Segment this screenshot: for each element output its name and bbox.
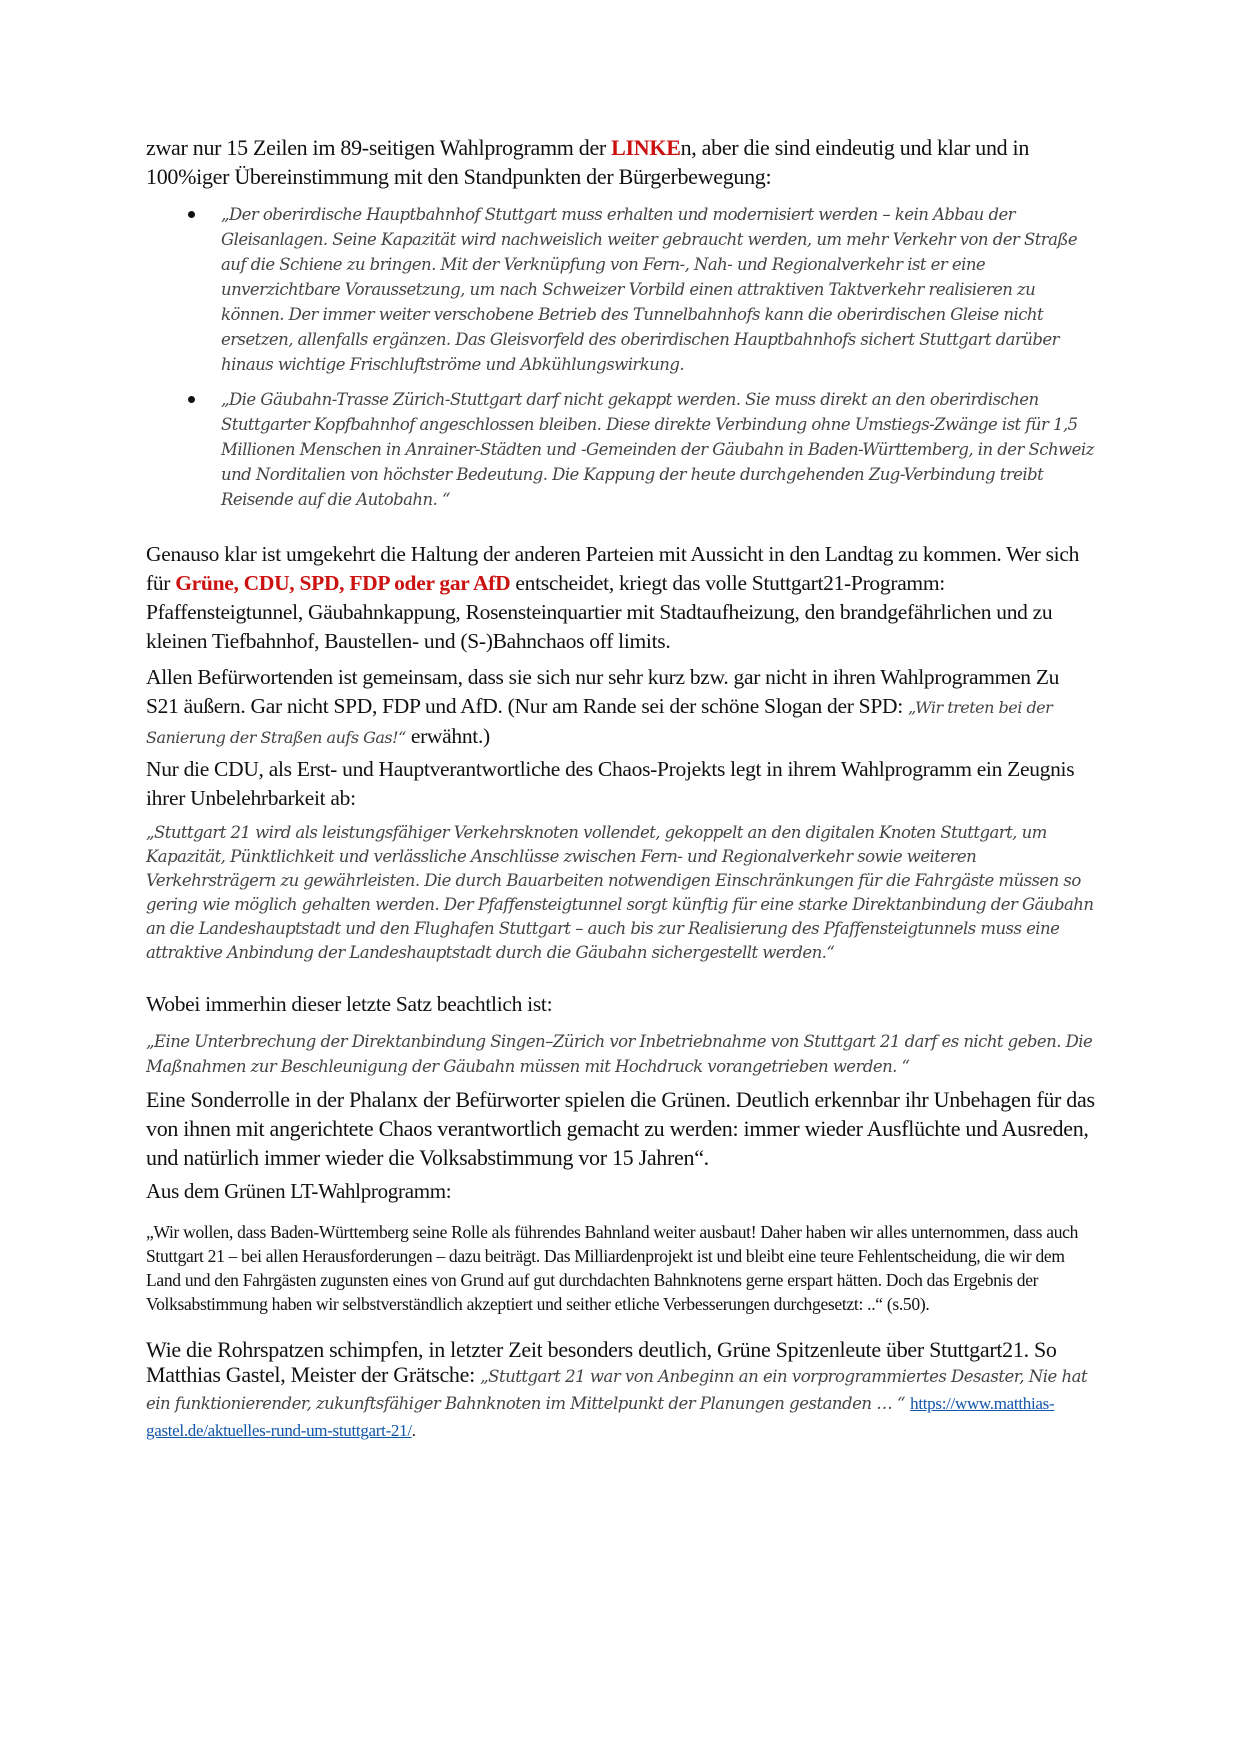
parties-highlight: Grüne, CDU, SPD, FDP oder gar AfD bbox=[175, 571, 511, 595]
intro-text: zwar nur 15 Zeilen im 89-seitigen Wahlprogramm der bbox=[146, 135, 612, 160]
paragraph-sonderrolle: Eine Sonderrolle in der Phalanx der Befürworter spielen die Grünen. Deutlich erkennbar ihr Unbehagen für das von ihnen mit angerichtete Chaos verantwortlich gemacht zu werden: immer wieder Ausflüchte und Ausreden, und natürlich immer wieder die Volksabstimmung vor 15 Jahren“. bbox=[146, 1087, 1095, 1170]
paragraph-cdu: Nur die CDU, als Erst- und Hauptverantwortliche des Chaos-Projekts legt in ihrem Wahlprogramm ein Zeugnis ihrer Unbelehrbarkeit ab: bbox=[146, 757, 1075, 810]
bullet-quote-gaeubahn: „Die Gäubahn-Trasse Zürich-Stuttgart darf nicht gekappt werden. Sie muss direkt an den oberirdischen Stuttgarter Kopfbahnhof angeschlossen bleiben. Diese direkte Verbindung ohne Umstiegs-Zwänge ist für 1,5 Millionen Menschen in Anrainer-Städten und -Gemeinden der Gäubahn in Baden-Württemberg, in der Schweiz und Norditalien von höchster Bedeutung. Die Kappung der heute durchgehenden Zug-Verbindung treibt Reisende auf die Autobahn. “ bbox=[221, 390, 1094, 509]
intro-text-cont: n, aber die sind eindeutig und klar und in 100%iger Übereinstimmung mit den Standpunkten der Bürgerbewegung: bbox=[146, 135, 1030, 189]
gastel-quote: „Stuttgart 21 war von Anbeginn an ein vorprogrammiertes Desaster, Nie hat ein funktionierender, zukunftsfähiger Bahnknoten im Mittelpunkt der Planungen gestanden … “ bbox=[146, 1367, 1088, 1413]
genauso-text: Genauso klar ist umgekehrt die Haltung der anderen Parteien mit Aussicht in den Landtag zu kommen. Wer sich für bbox=[146, 542, 1080, 595]
allen-text-cont: erwähnt.) bbox=[405, 724, 490, 748]
bullet-icon bbox=[188, 396, 195, 403]
gastel-link[interactable]: https://www.matthias-gastel.de/aktuelles-rund-um-stuttgart-21/ bbox=[146, 1394, 1055, 1440]
party-linke: LINKE bbox=[611, 135, 681, 160]
paragraph-aus-dem: Aus dem Grünen LT-Wahlprogramm: bbox=[146, 1179, 452, 1203]
paragraph-genauso bbox=[146, 540, 1096, 656]
quote-cdu: „Stuttgart 21 wird als leistungsfähiger Verkehrsknoten vollendet, gekoppelt an den digitalen Knoten Stuttgart, um Kapazität, Pünktlichkeit und verlässliche Anschlüsse zwischen Fern- und Regionalverkehr sowie weiteren Verkehrsträgern zu gewährleisten. Die durch Bauarbeiten notwendigen Einschränkungen für die Fahrgäste müssen so gering wie möglich gehalten werden. Der Pfaffensteigtunnel sorgt künftig für eine starke Direktanbindung der Gäubahn an die Landeshauptstadt und den Flughafen Stuttgart – auch bis zur Realisierung des Pfaffensteigtunnels muss eine attraktive Anbindung der Landeshauptstadt durch die Gäubahn sichergestellt werden.“ bbox=[146, 823, 1094, 962]
allen-text: Allen Befürwortenden ist gemeinsam, dass sie sich nur sehr kurz bzw. gar nicht in ihren Wahlprogrammen Zu S21 äußern. Gar nicht SPD, FDP und AfD. (Nur am Rande sei der schöne Slogan der SPD: bbox=[146, 665, 1060, 718]
paragraph-wobei: Wobei immerhin dieser letzte Satz beachtlich ist: bbox=[146, 992, 553, 1016]
bullet-icon bbox=[188, 211, 195, 218]
paragraph-rohrspatzen bbox=[146, 1337, 1096, 1443]
quote-gruene: „Wir wollen, dass Baden-Württemberg seine Rolle als führendes Bahnland weiter ausbaut! Daher haben wir alles unternommen, dass auch Stuttgart 21 – bei allen Herausforderungen – dazu beiträgt. Das Milliardenprojekt ist und bleibt eine teure Fehlentscheidung, die wir dem Land und den Fahrgästen zugunsten eines von Grund auf gut durchdachten Bahnknotens gerne erspart hätten. Doch das Ergebnis der Volksabstimmung haben wir selbstverständlich akzeptiert und seither etliche Verbesserungen durchgesetzt: ..“ (s.50). bbox=[146, 1222, 1079, 1314]
quote-singen: „Eine Unterbrechung der Direktanbindung Singen–Zürich vor Inbetriebnahme von Stuttgart 21 darf es nicht geben. Die Maßnahmen zur Beschleunigung der Gäubahn müssen mit Hochdruck vorangetrieben werden. “ bbox=[146, 1032, 1093, 1076]
bullet-quote-hauptbahnhof: „Der oberirdische Hauptbahnhof Stuttgart muss erhalten und modernisiert werden – kein Abbau der Gleisanlagen. Seine Kapazität wird nachweislich weiter gebraucht werden, um mehr Verkehr von der Straße auf die Schiene zu bringen. Mit der Verknüpfung von Fern-, Nah- und Regionalverkehr ist er eine unverzichtbare Voraussetzung, um nach Schweizer Vorbild einen attraktiven Taktverkehr realisieren zu können. Der immer weiter verschobene Betrieb des Tunnelbahnhofs kann die oberirdischen Gleise nicht ersetzen, allenfalls ergänzen. Das Gleisvorfeld des oberirdischen Hauptbahnhofs sichert Stuttgart darüber hinaus wichtige Frischluftströme und Abkühlungswirkung. bbox=[221, 205, 1078, 374]
spd-slogan: „Wir treten bei der Sanierung der Straßen aufs Gas!“ bbox=[146, 698, 1053, 747]
genauso-text-cont: entscheidet, kriegt das volle Stuttgart21-Programm: Pfaffensteigtunnel, Gäubahnkappung, Rosensteinquartier mit Stadtaufheizung, den brandgefährlichen und zu kleinen Tiefbahnhof, Baustellen- und (S-)Bahnchaos off limits. bbox=[146, 571, 1053, 653]
intro-paragraph bbox=[146, 133, 1096, 191]
paragraph-allen bbox=[146, 663, 1096, 752]
rohrspatzen-end: . bbox=[411, 1421, 416, 1440]
rohrspatzen-text: Wie die Rohrspatzen schimpfen, in letzter Zeit besonders deutlich, Grüne Spitzenleute über Stuttgart21. So Matthias Gastel, Meister der Grätsche: bbox=[146, 1337, 1057, 1387]
